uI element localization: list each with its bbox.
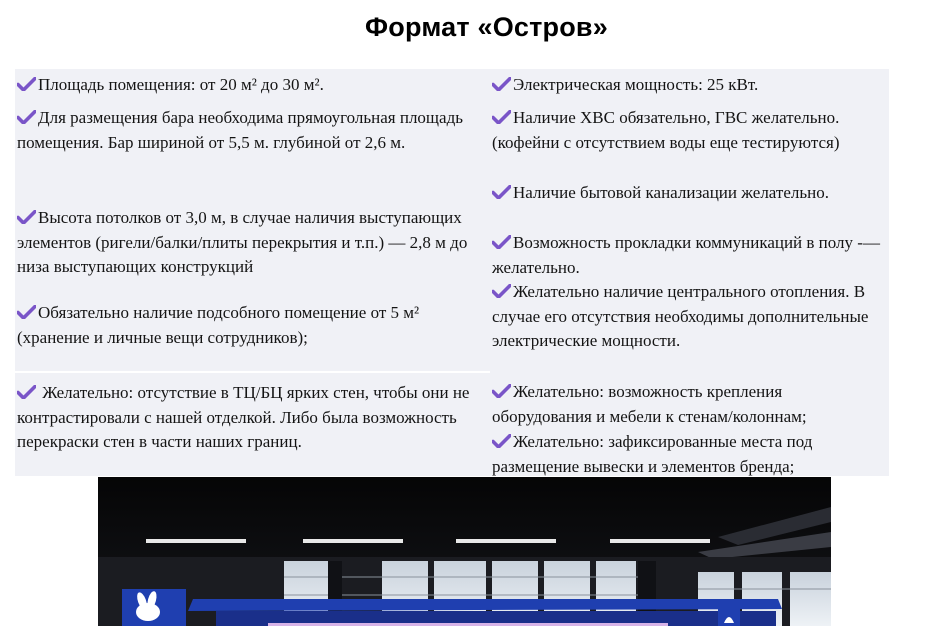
list-item: Высота потолков от 3,0 м, в случае наличия выступающих элементов (ригели/балки/плиты перекрытия и т.п.) — 2,8 м до низа выступающих конструкций bbox=[17, 208, 468, 276]
list-item: Наличие бытовой канализации желательно. bbox=[492, 181, 884, 206]
list-item: Желательно: отсутствие в ТЦ/БЦ ярких стен, чтобы они не контрастировали с нашей отделкой. Либо была возможность перекраски стен в части наших границ. bbox=[17, 383, 470, 451]
check-mark-icon bbox=[492, 235, 511, 249]
check-mark-icon bbox=[17, 305, 36, 319]
list-item: Желательно наличие центрального отопления. В случае его отсутствия необходимы дополнительные электрические мощности. bbox=[492, 282, 869, 350]
list-item: Наличие ХВС обязательно, ГВС желательно. (кофейни с отсутствием воды еще тестируются) bbox=[492, 108, 840, 152]
check-mark-icon bbox=[17, 210, 36, 224]
check-mark-icon bbox=[17, 110, 36, 124]
check-mark-icon bbox=[17, 385, 36, 399]
check-mark-icon bbox=[492, 110, 511, 124]
page-title: Формат «Остров» bbox=[365, 12, 608, 42]
check-mark-icon bbox=[492, 434, 511, 448]
list-item: Электрическая мощность: 25 кВт. bbox=[492, 73, 884, 98]
interior-render-image bbox=[98, 477, 831, 626]
list-item: Обязательно наличие подсобного помещение от 5 м² (хранение и личные вещи сотрудников); bbox=[17, 303, 420, 347]
check-mark-icon bbox=[492, 284, 511, 298]
list-item: Площадь помещения: от 20 м² до 30 м². bbox=[17, 73, 487, 98]
section-divider bbox=[15, 371, 490, 373]
list-item: Возможность прокладки коммуникаций в полу -— желательно. bbox=[492, 233, 880, 277]
check-mark-icon bbox=[492, 77, 511, 91]
list-item: Желательно: зафиксированные места под размещение вывески и элементов бренда; bbox=[492, 432, 813, 476]
check-mark-icon bbox=[17, 77, 36, 91]
check-mark-icon bbox=[492, 185, 511, 199]
interior-render-drawing bbox=[98, 477, 831, 626]
list-item: Для размещения бара необходима прямоугольная площадь помещения. Бар шириной от 5,5 м. глубиной от 2,6 м. bbox=[17, 108, 463, 152]
check-mark-icon bbox=[492, 384, 511, 398]
list-item: Желательно: возможность крепления оборудования и мебели к стенам/колоннам; bbox=[492, 382, 807, 426]
